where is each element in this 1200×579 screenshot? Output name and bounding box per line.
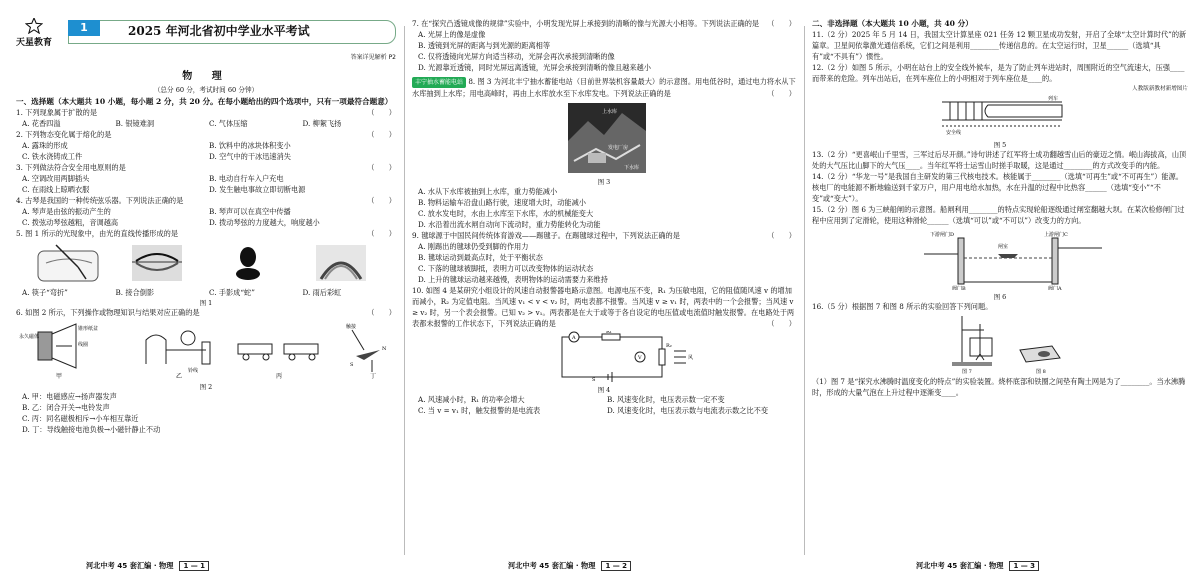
toy-carts-diagram-icon [238, 344, 318, 360]
compass-needle-diagram-icon [352, 330, 380, 372]
option: A. 刚踢出的毽球仍受到脚的作用力 [418, 242, 529, 251]
fig2-label-magnet: 永久磁体 [19, 334, 40, 340]
column-divider [804, 26, 805, 555]
figure-3-caption: 图 3 [597, 178, 611, 186]
option: C. 在雨线上晾晒衣服 [22, 185, 90, 194]
question-3-options [22, 173, 396, 195]
question-13: 13.（2 分）“更喜岷山千里雪，三军过后尽开颜。”诗句讲述了红军将士成功翻越雪山后的豪迈之情。岷山海拔高，山顶处的大气压比山脚下的大气压____。当年红军将士运雪山时搓手取暖，这是通过________的方式改变手的内能。 [812, 150, 1187, 170]
figure-5 [812, 94, 1188, 138]
ammeter-label: A [572, 335, 576, 341]
option: A. 露珠的形成 [22, 141, 68, 150]
fig7-label: 图 7 [962, 369, 972, 374]
chopsticks-in-water-icon [38, 245, 98, 281]
option: B. 物料运输车沿盘山路行驶，速度增大时，动能减小 [418, 198, 586, 207]
question-10: 10. 如图 4 是某研究小组设计的风速自动报警器电路示意图。电源电压不变，R₁ 为压敏电阻，它的阻值随风速 v 的增加而减小，R₂ 为定值电阻。当风速 v₁ < v < v₂ 时，两电表都不报警。当风速 v ≥ v₁ 时，两表中的一个会报警；当风速 v ≥ v₂ 时，另一个表会报警。已知 v₂ > v₁。两表都是在大于或等于各自设定的电压值或电流值时触发报警。在电路处于两表都未报警的工作状态下，下列说法正确的是 （ ） [412, 286, 796, 328]
train-label: 列车 [1048, 96, 1059, 102]
page-number: 1 — 1 [179, 561, 209, 571]
option: C. 气体压缩 [209, 119, 248, 128]
fig2-label-bing: 丙 [276, 373, 283, 380]
option: C. 铁水浇铸成工件 [22, 152, 83, 161]
fig3-label-lower: 下水库 [624, 165, 640, 171]
new-textbook-badge: 人教版新教材新增图片 [1132, 86, 1188, 92]
circuit-diagram [412, 331, 796, 383]
paper-number-badge: 1 [68, 20, 100, 36]
lower-gate-label: 下游闸门D [930, 232, 955, 238]
option: B. 饮料中的冰块体积变小 [209, 141, 291, 150]
question-6: 6. 如图 2 所示，下列操作或物理知识与结果对应正确的是 （ ） [16, 308, 396, 317]
figure-1-illustrations [16, 241, 396, 285]
question-11: 11.（2 分）2025 年 5 月 14 日，我国太空计算星座 021 任务 12 颗卫星成功发射，开启了全球“太空计算时代”的新篇章。卫星间依靠激光通信系统，它们之间是利用________传递信息的。在太空运行时，卫星______（选填“具有”或“不具有”）惯性。 [812, 30, 1187, 61]
figure-2 [16, 320, 396, 380]
option: B. 风速变化时，电压表示数一定不变 [607, 395, 725, 404]
question-8: 丰宁抽水蓄能电站 8. 图 3 为河北丰宁抽水蓄能电站（目前世界装机容量最大）的示意图。用电低谷时，通过电力将水从下水库抽到上水库；用电高峰时，再由上水库放水至下水库发电。下列说法正确的是 （ ） [412, 77, 796, 98]
question-5-options [22, 287, 396, 298]
question-10-options [418, 394, 796, 416]
voltmeter-label: V [638, 355, 642, 361]
r2-label: R₂ [666, 343, 672, 349]
option: A. 水从下水库被抽到上水库，重力势能减小 [418, 187, 558, 196]
exam-header [16, 18, 396, 50]
rainbow-icon [316, 245, 366, 281]
option: A. 筷子“弯折” [22, 288, 68, 297]
platform-diagram [812, 94, 1188, 138]
fig2-label-jia: 甲 [56, 373, 63, 380]
option: B. 银镜难洞 [115, 119, 155, 128]
r1-label: R₁ [606, 331, 612, 335]
option: D. 上升的毽球运动越来越慢，表明物体的运动需要力来维持 [418, 275, 608, 284]
upper-gate-label: 上游闸门C [1044, 232, 1068, 238]
electric-bell-diagram-icon [146, 331, 210, 364]
option: B. 电动自行车入户充电 [209, 174, 284, 183]
option: D. 发生触电事故立即切断电源 [209, 185, 306, 194]
fig2-label-yi: 乙 [176, 373, 183, 380]
option: C. 拨弦动琴弦越粗，音调越高 [22, 218, 119, 227]
option: D. 光源靠近透镜，同时光屏远离透镜，光屏会承接到清晰的像且越来越小 [418, 63, 651, 72]
column-3 [812, 18, 1188, 571]
section-heading: 一、选择题（本大题共 10 小题，每小题 2 分，共 20 分。在每小题给出的四个选项中，只有一项最符合题意） [16, 97, 393, 106]
option: D. 风速变化时，电压表示数与电流表示数之比不变 [607, 406, 769, 415]
figure-1-caption: 图 1 [199, 299, 213, 307]
option: B. 乙：闭合开关→电铃发声 [22, 403, 110, 412]
safety-line-label: 安全线 [946, 130, 962, 136]
switch-label: S [592, 377, 596, 383]
column-1 [16, 18, 396, 571]
figures-7-8 [812, 314, 1188, 374]
fig2-label-ding: 丁 [370, 373, 377, 380]
option: C. 放水发电时，水由上水库至下水库，水的机械能变大 [418, 209, 594, 218]
option: B. 透镜到光屏的距离与到光源的距离相等 [418, 41, 551, 50]
topic-badge: 丰宁抽水蓄能电站 [412, 77, 466, 88]
figure-6-caption: 图 6 [993, 293, 1007, 301]
figure-2-caption: 图 2 [199, 383, 213, 391]
section-heading: 二、非选择题（本大题共 10 小题，共 40 分） [812, 19, 973, 28]
question-7: 7. 在“探究凸透镜成像的规律”实验中，小明发现光屏上承接到的清晰的像与光源大小相等。下列说法正确的是 （ ） [412, 19, 796, 28]
page-footer: 河北中考 45 套汇编 · 物理 1 — 2 [508, 561, 631, 571]
brand-name: 天星教育 [16, 38, 53, 48]
option: C. 手影成“蛇” [209, 288, 255, 297]
option: D. 拨动琴弦的力度越大，响度越小 [209, 218, 320, 227]
question-4-options [22, 206, 396, 228]
question-1: 1. 下列现象属于扩散的是 （ ） [16, 108, 396, 117]
figure-4 [412, 331, 796, 383]
option: B. 毽球运动到最高点时，处于平衡状态 [418, 253, 543, 262]
exam-meta: （总分 60 分，考试时间 60 分钟） [153, 86, 259, 94]
ship-lock-diagram [812, 228, 1188, 290]
bridge-reflection-icon [132, 245, 182, 281]
brand-logo [16, 18, 60, 50]
fig2-label-cone: 锥形纸盆 [78, 326, 99, 332]
speaker-diagram-icon [38, 324, 76, 368]
question-16: 16.（5 分）根据图 7 和图 8 所示的实验回答下列问题。 [812, 302, 993, 311]
question-9: 9. 毽球源于中国民间传统体育游戏——踢毽子。在踢毽球过程中，下列说法正确的是 （ ） [412, 231, 796, 240]
power-station-photo [412, 101, 796, 175]
figure-3 [412, 101, 796, 175]
option: D. 丁：导线触接电池负极→小磁针静止不动 [22, 425, 161, 434]
option: C. 丙：同名磁极相斥→小车相互靠近 [22, 414, 139, 423]
fig2-label-n: N [382, 346, 387, 352]
valve-b-label: 阀门B [952, 286, 966, 290]
question-2: 2. 下列物态变化属于熔化的是 （ ） [16, 130, 396, 139]
option: C. 仅将透镜向光屏方向适当移动，光屏会再次承接到清晰的像 [418, 52, 615, 61]
boiling-experiment-diagram [812, 314, 1188, 374]
option: A. 光屏上的像是虚像 [418, 30, 486, 39]
option: C. 当 v = v₁ 时，触发报警的是电流表 [418, 406, 541, 415]
option: A. 空调改用两脚插头 [22, 174, 90, 183]
page-footer: 河北中考 45 套汇编 · 物理 1 — 3 [916, 561, 1039, 571]
question-15: 15.（2 分）图 6 为三峡船闸的示意图。船闸利用________的特点实现轮船逐级通过闸室翻越大坝。在某次检修闸门过程中应用到了定滑轮，使用这种滑轮______（选填“可以”或“不可以”）改变力的方向。 [812, 205, 1185, 225]
page-number: 1 — 2 [601, 561, 631, 571]
option: D. 雨后彩虹 [302, 288, 342, 297]
figure-1 [16, 241, 396, 285]
fig8-label: 图 8 [1036, 369, 1046, 374]
star-logo-icon [25, 18, 43, 34]
hand-shadow-snake-icon [228, 245, 268, 281]
option: A. 风速减小时，R₁ 的功率会增大 [418, 395, 525, 404]
page-footer: 河北中考 45 套汇编 · 物理 1 — 1 [86, 561, 209, 571]
fig2-label-bell: 铃线 [188, 368, 199, 374]
option: D. 柳絮飞扬 [302, 119, 342, 128]
figure-6 [812, 228, 1188, 290]
question-2-options [22, 140, 396, 162]
fig2-label-coil: 线圈 [78, 342, 89, 348]
figure-4-caption: 图 4 [597, 386, 611, 394]
exam-title: 2025 年河北省初中学业水平考试 [128, 24, 310, 38]
answer-reference: 答案详见解析 P2 [350, 54, 396, 61]
figure-5-caption: 图 5 [993, 141, 1007, 149]
option: A. 花香四溢 [22, 119, 61, 128]
figure-2-illustrations [16, 320, 396, 380]
valve-a-label: 阀门A [1048, 286, 1062, 290]
question-1-options [22, 118, 396, 129]
chamber-label: 闸室 [998, 244, 1009, 250]
option: B. 接合倒影 [115, 288, 155, 297]
fig3-label-plant: 发电厂房 [608, 145, 629, 151]
question-16-part-1: （1）图 7 是“探究水沸腾时温度变化的特点”的实验装置。烧杯底部和铁圈之间垫有陶土网是为了________。当水沸腾时，形成的大量气泡在上升过程中逐渐变____。 [812, 377, 1186, 397]
option: C. 下落的毽球被脚抵，表明力可以改变物体的运动状态 [418, 264, 594, 273]
fig2-label-touch: 触接 [346, 324, 357, 330]
option: D. 水沿着出流水闸自动向下流动时，重力势能转化为动能 [418, 220, 601, 229]
option: B. 琴声可以在真空中传播 [209, 207, 291, 216]
question-5: 5. 图 1 所示的光现象中，由光的直线传播形成的是 （ ） [16, 229, 396, 238]
question-3: 3. 下列做法符合安全用电原则的是 （ ） [16, 163, 396, 172]
page-number: 1 — 3 [1009, 561, 1039, 571]
option: A. 琴声是由弦的振动产生的 [22, 207, 111, 216]
column-divider [404, 26, 405, 555]
fig2-label-s: S [350, 362, 354, 368]
subject-title: 物 理 [182, 71, 230, 82]
question-14: 14.（2 分）“华龙一号”是我国自主研发的第三代核电技术。核能属于________（选填“可再生”或“不可再生”）能源。核电厂的电能源不断地输送到千家万户，用户用电给水加热，水在升温的过程中比热容______（选填“变小”“不变”或“变大”）。 [812, 172, 1183, 203]
question-12: 12.（2 分）如图 5 所示，小明在站台上的安全线外候车，是为了防止列车进站时，周围附近的空气流速大，压强____而带来的危险。列车出站后，在列车座位上的小明相对于列车座位是____的。 [812, 63, 1185, 83]
question-4: 4. 古琴是我国的一种传统弦乐器。下列说法正确的是 （ ） [16, 196, 396, 205]
fig3-label-upper: 上水库 [602, 109, 618, 115]
wind-label: 风 [688, 355, 694, 361]
option: D. 空气中的干冰迅速消失 [209, 152, 291, 161]
column-2 [412, 18, 796, 571]
option: A. 甲：电磁感应→扬声器发声 [22, 392, 117, 401]
